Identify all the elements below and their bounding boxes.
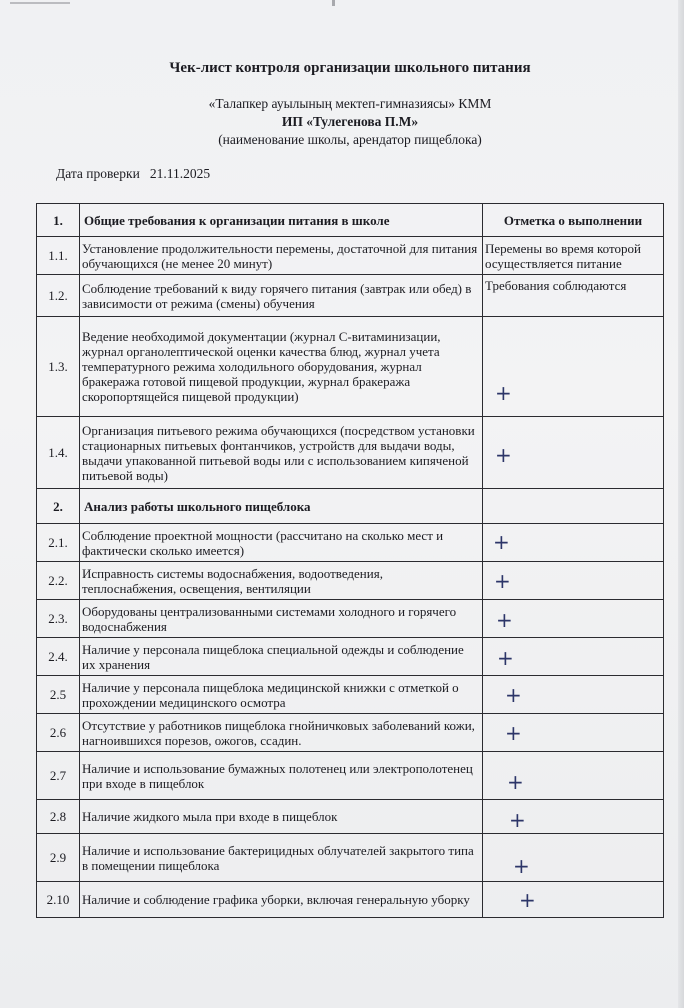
paper-right-edge [678, 0, 684, 1008]
row-number: 2.3. [37, 600, 80, 638]
table-row [37, 275, 664, 317]
table-row [37, 882, 664, 918]
school-name: «Талапкер ауылының мектеп-гимназиясы» КММ [208, 96, 492, 111]
checkmark-plus-icon: + [513, 854, 530, 878]
row-requirement: Наличие у персонала пищеблока медицинской книжки с отметкой о прохождении медицинского осмотра [80, 676, 483, 714]
section-number: 2. [37, 489, 80, 524]
row-mark-cell [483, 882, 664, 918]
row-number: 2.8 [37, 800, 80, 834]
row-number: 1.3. [37, 317, 80, 417]
row-requirement: Организация питьевого режима обучающихся (посредством установки стационарных питьевых фонтанчиков, устройств для выдачи воды, выдачи упакованной питьевой воды или с использованием кипяченой питьевой воды) [80, 417, 483, 489]
checkmark-plus-icon: + [494, 569, 511, 593]
row-number: 1.4. [37, 417, 80, 489]
mark-column-header: Отметка о выполнении [483, 204, 664, 237]
row-requirement: Ведение необходимой документации (журнал С-витаминизации, журнал органолептической оценки качества блюд, журнал учета температурного режима холодильного оборудования, журнал бракеража готовой пищевой продукции, журнал бракеража скоропортящейся пищевой продукции) [80, 317, 483, 417]
table-row [37, 676, 664, 714]
row-mark-cell [483, 317, 664, 417]
section-header-row [37, 489, 664, 524]
row-requirement: Соблюдение проектной мощности (рассчитано на сколько мест и фактически сколько имеется) [80, 524, 483, 562]
table-row [37, 417, 664, 489]
row-mark-cell [483, 752, 664, 800]
row-number: 2.1. [37, 524, 80, 562]
table-row [37, 317, 664, 417]
tenant-name: ИП «Тулегенова П.М» [281, 114, 419, 129]
row-mark-cell [483, 524, 664, 562]
row-requirement: Наличие жидкого мыла при входе в пищеблок [80, 800, 483, 834]
checkmark-plus-icon: + [505, 721, 522, 745]
row-requirement: Соблюдение требований к виду горячего питания (завтрак или обед) в зависимости от режима (смены) обучения [80, 275, 483, 317]
row-mark-cell [483, 714, 664, 752]
row-number: 2.4. [37, 638, 80, 676]
checkmark-plus-icon: + [509, 808, 526, 832]
checklist-table [36, 203, 664, 918]
row-requirement: Оборудованы централизованными системами холодного и горячего водоснабжения [80, 600, 483, 638]
section-title: Анализ работы школьного пищеблока [80, 489, 483, 524]
checkmark-plus-icon: + [497, 646, 514, 670]
row-requirement: Наличие и использование бумажных полотенец или электрополотенец при входе в пищеблок [80, 752, 483, 800]
row-mark-text: Перемены во время которой осуществляется питание [483, 237, 664, 275]
header-caption: (наименование школы, арендатор пищеблока) [218, 132, 482, 147]
table-row [37, 834, 664, 882]
row-number: 1.1. [37, 237, 80, 275]
checkmark-plus-icon: + [505, 683, 522, 707]
table-row [37, 600, 664, 638]
row-number: 2.6 [37, 714, 80, 752]
document-title: Чек-лист контроля организации школьного питания [169, 60, 531, 76]
date-value: 21.11.2025 [149, 166, 211, 181]
page-top-edge [0, 0, 684, 8]
row-requirement: Наличие и использование бактерицидных облучателей закрытого типа в помещении пищеблока [80, 834, 483, 882]
date-label: Дата проверки [56, 166, 140, 181]
row-requirement: Исправность системы водоснабжения, водоотведения, теплоснабжения, освещения, вентиляции [80, 562, 483, 600]
row-mark-cell [483, 562, 664, 600]
edge-tick [332, 0, 335, 6]
table-row [37, 752, 664, 800]
row-mark-cell [483, 676, 664, 714]
inspection-date [56, 166, 210, 182]
row-requirement: Наличие у персонала пищеблока специальной одежды и соблюдение их хранения [80, 638, 483, 676]
row-number: 1.2. [37, 275, 80, 317]
row-requirement: Отсутствие у работников пищеблока гнойничковых заболеваний кожи, нагноившихся порезов, ожогов, ссадин. [80, 714, 483, 752]
checkmark-plus-icon: + [507, 770, 524, 794]
section-title: Общие требования к организации питания в школе [80, 204, 483, 237]
table-row [37, 638, 664, 676]
table-row [37, 237, 664, 275]
row-mark-text: Требования соблюдаются [483, 275, 664, 317]
checkmark-plus-icon: + [495, 381, 512, 405]
row-mark-cell [483, 638, 664, 676]
checkmark-plus-icon: + [495, 443, 512, 467]
table-row [37, 714, 664, 752]
row-mark-cell [483, 600, 664, 638]
row-requirement: Наличие и соблюдение графика уборки, включая генеральную уборку [80, 882, 483, 918]
row-number: 2.2. [37, 562, 80, 600]
row-number: 2.7 [37, 752, 80, 800]
section-header-row [37, 204, 664, 237]
row-mark-cell [483, 417, 664, 489]
row-number: 2.9 [37, 834, 80, 882]
table-row [37, 524, 664, 562]
table-row [37, 800, 664, 834]
row-requirement: Установление продолжительности перемены, достаточной для питания обучающихся (не менее 20 минут) [80, 237, 483, 275]
table-row [37, 562, 664, 600]
mark-column-header [483, 489, 664, 524]
checkmark-plus-icon: + [519, 888, 536, 912]
row-number: 2.5 [37, 676, 80, 714]
checkmark-plus-icon: + [496, 608, 513, 632]
checkmark-plus-icon: + [493, 530, 510, 554]
row-number: 2.10 [37, 882, 80, 918]
section-number: 1. [37, 204, 80, 237]
row-mark-cell [483, 800, 664, 834]
row-mark-cell [483, 834, 664, 882]
edge-mark [10, 2, 70, 4]
